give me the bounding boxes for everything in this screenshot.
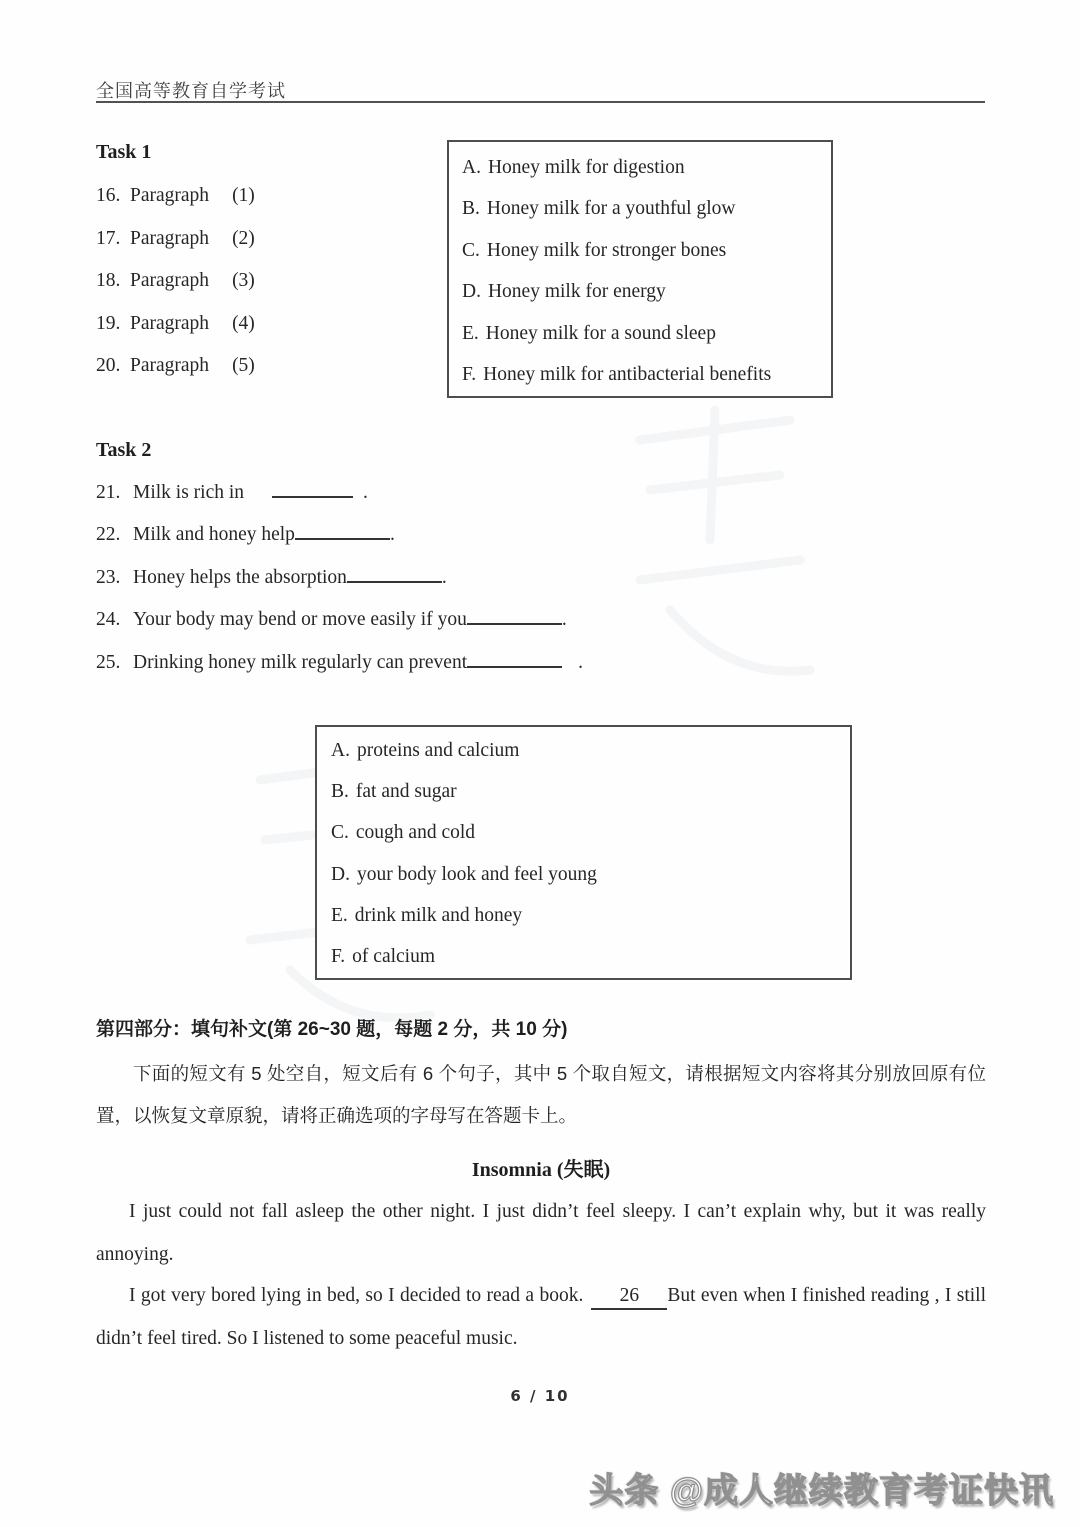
option-text: Honey milk for antibacterial benefits [483, 364, 772, 386]
option-b [331, 771, 850, 812]
option-e [331, 895, 850, 936]
task1-question-19 [96, 303, 255, 346]
option-text: Honey milk for energy [487, 281, 666, 303]
question-tail: . [561, 609, 567, 631]
option-text: Honey milk for a sound sleep [485, 322, 716, 344]
task2-title: Task 2 [96, 439, 152, 461]
question-text: Your body may bend or move easily if you [133, 609, 467, 631]
answer-blank-26: 26 [591, 1284, 667, 1310]
header-divider [96, 101, 985, 103]
option-letter: C. [462, 239, 480, 261]
option-f [331, 936, 850, 977]
option-letter: E. [331, 904, 348, 926]
page-number: 6 / 10 [510, 1387, 570, 1405]
answer-slot: (4) [232, 312, 255, 334]
option-letter: F. [462, 364, 477, 386]
question-text: Paragraph [130, 270, 210, 292]
answer-slot: (1) [232, 185, 255, 207]
paragraph-text: I got very bored lying in bed, so I decided to read a book. [129, 1285, 584, 1306]
option-letter: A. [462, 156, 481, 178]
task2-question-22 [96, 514, 583, 556]
task1-question-20 [96, 345, 255, 388]
footer-watermark: 头条 @成人继续教育考证快讯 [589, 1472, 1054, 1510]
answer-blank [272, 474, 353, 498]
question-text: Paragraph [130, 355, 210, 377]
option-letter: C. [331, 822, 349, 844]
task1-question-17 [96, 218, 255, 261]
task2-question-24 [96, 599, 583, 641]
option-d [462, 272, 831, 314]
option-text: Honey milk for stronger bones [486, 239, 727, 261]
question-number: 17. [96, 227, 121, 249]
question-text: Honey helps the absorption [133, 566, 347, 588]
option-letter: E. [462, 322, 479, 344]
question-number: 18. [96, 270, 121, 292]
page-header-title: 全国高等教育自学考试 [96, 81, 286, 101]
option-c [462, 230, 831, 272]
option-text: Honey milk for a youthful glow [486, 198, 736, 220]
question-tail: . [363, 482, 368, 503]
paragraph-text: I just could not fall asleep the other night. I just didn’t feel sleepy. I can’t explain why, but it was really annoying. [96, 1201, 986, 1265]
option-a [462, 147, 831, 189]
option-d [331, 854, 850, 895]
option-text: cough and cold [355, 822, 476, 844]
question-tail: . [441, 566, 447, 588]
question-text: Paragraph [130, 185, 210, 207]
answer-blank [467, 601, 562, 625]
answer-blank [467, 644, 562, 668]
option-f [462, 355, 831, 397]
task2-question-25 [96, 642, 583, 684]
option-text: drink milk and honey [354, 904, 523, 926]
passage-paragraph-1 [96, 1191, 986, 1276]
task1-title: Task 1 [96, 141, 152, 163]
question-number: 21. [96, 482, 121, 503]
option-letter: B. [331, 780, 349, 802]
task2-question-list [96, 472, 583, 684]
answer-slot: (5) [232, 355, 255, 377]
question-text: Milk is rich in [133, 482, 245, 503]
question-number: 25. [96, 651, 121, 673]
answer-blank [295, 516, 390, 540]
answer-slot: (2) [232, 227, 255, 249]
question-number: 24. [96, 609, 121, 631]
answer-slot: (3) [232, 270, 255, 292]
task2-question-23 [96, 557, 583, 599]
option-letter: F. [331, 946, 346, 968]
question-number: 23. [96, 566, 121, 588]
option-a [331, 730, 850, 771]
option-letter: B. [462, 198, 480, 220]
question-number: 20. [96, 355, 121, 377]
task2-options-box [315, 725, 852, 980]
option-letter: D. [331, 863, 350, 885]
option-text: fat and sugar [355, 780, 457, 802]
option-letter: A. [331, 739, 350, 761]
option-letter: D. [462, 281, 481, 303]
passage-title: Insomnia (失眠) [471, 1159, 611, 1181]
question-text: Milk and honey help [133, 524, 295, 546]
option-text: of calcium [352, 946, 436, 968]
part4-heading: 第四部分：填句补文(第 26~30 题，每题 2 分，共 10 分) [96, 1019, 568, 1040]
question-tail: . [578, 651, 583, 673]
task1-question-16 [96, 175, 255, 218]
question-number: 19. [96, 312, 121, 334]
question-text: Drinking honey milk regularly can prevent [133, 651, 468, 673]
option-text: Honey milk for digestion [487, 156, 685, 178]
option-c [331, 813, 850, 854]
question-text: Paragraph [130, 227, 210, 249]
option-text: proteins and calcium [356, 739, 520, 761]
part4-instructions: 下面的短文有 5 处空自，短文后有 6 个句子，其中 5 个取自短文，请根据短文内容将其分别放回原有位置，以恢复文章原貌，请将正确选项的字母写在答题卡上。 [96, 1063, 986, 1126]
task2-question-21 [96, 472, 583, 514]
question-tail: . [389, 524, 395, 546]
question-text: Paragraph [130, 312, 210, 334]
option-b [462, 189, 831, 231]
option-e [462, 313, 831, 355]
paragraph-text: But even when I finished reading , I still didn’t feel tired. So I listened to some peaceful music. [96, 1285, 986, 1349]
option-text: your body look and feel young [356, 863, 597, 885]
task1-question-list [96, 175, 255, 388]
answer-blank [347, 559, 442, 583]
passage-paragraph-2 [96, 1275, 986, 1360]
task1-question-18 [96, 260, 255, 303]
question-number: 22. [96, 524, 121, 546]
question-number: 16. [96, 185, 121, 207]
task1-options-box [447, 140, 833, 398]
